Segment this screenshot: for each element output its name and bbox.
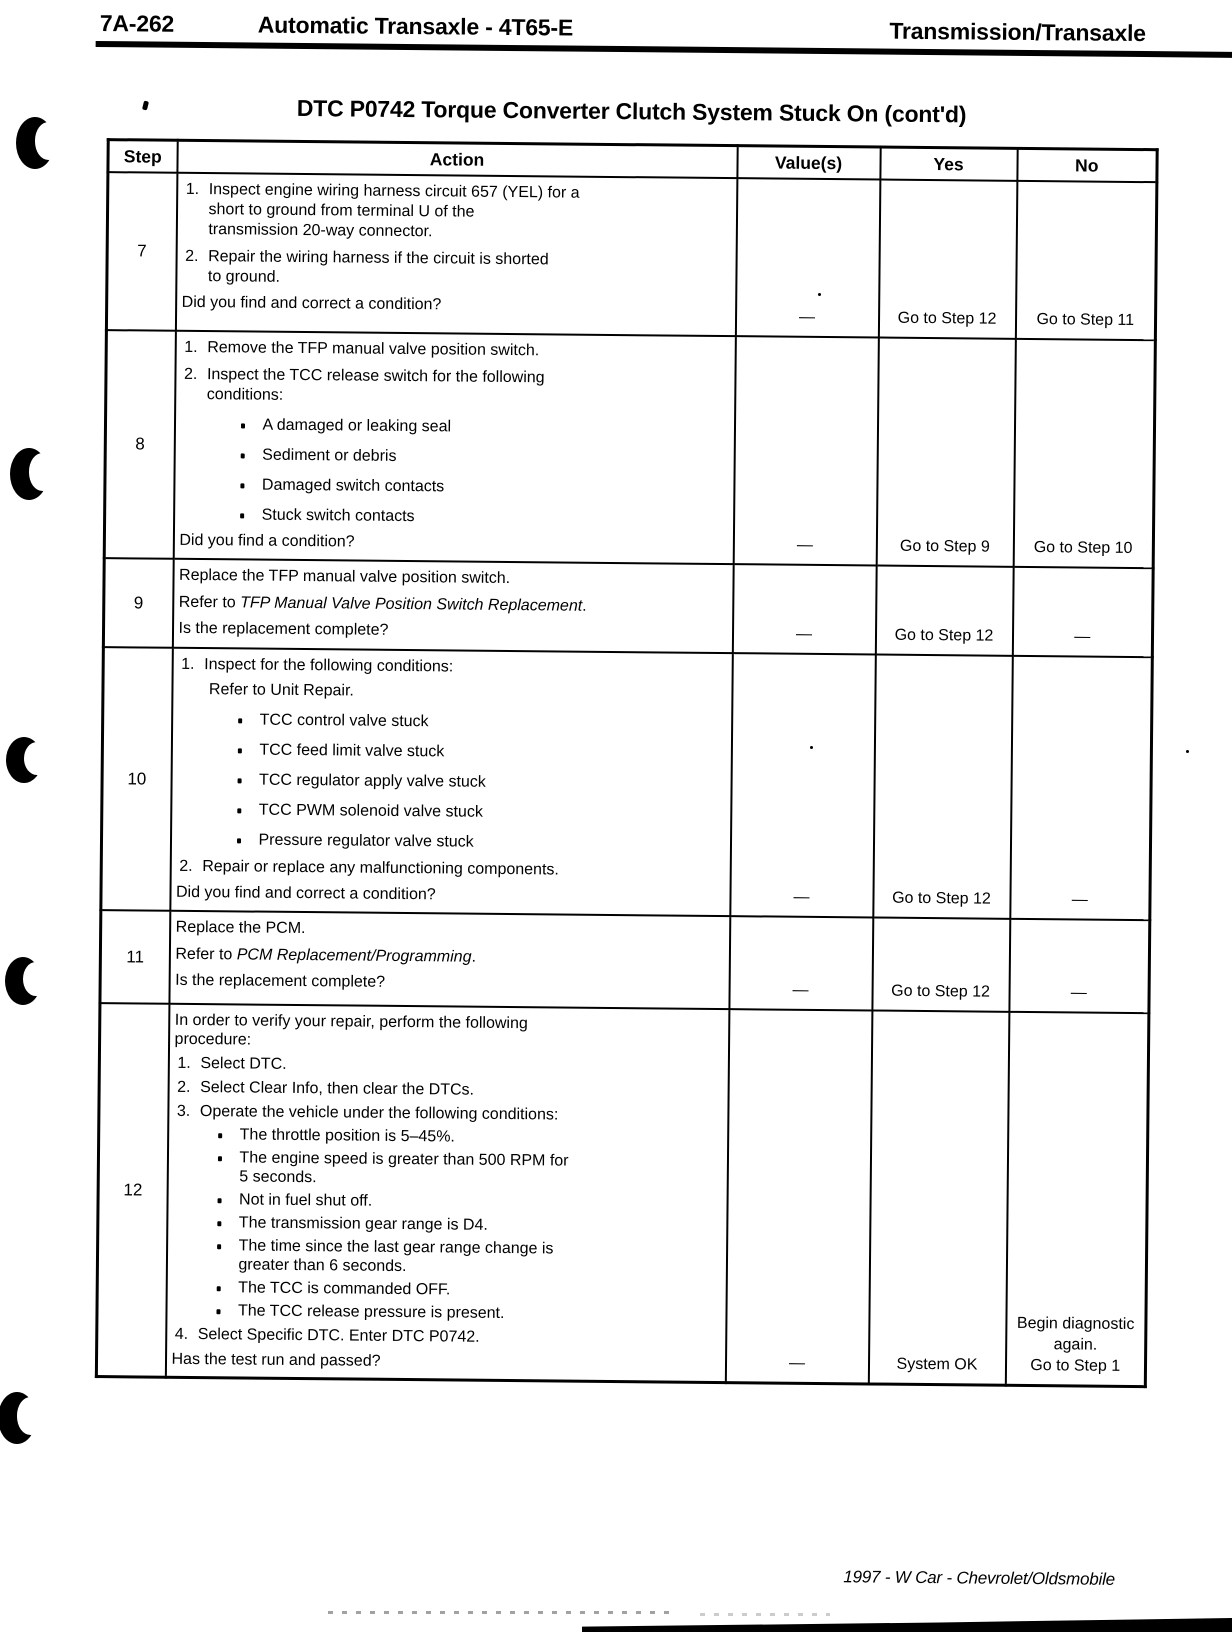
action-item-bullet2: The TCC is commanded OFF. [170,1278,721,1302]
action-item-bullet: TCC control valve stuck [176,710,727,735]
punch-mark-icon [10,448,48,500]
bullet-icon [217,1148,239,1186]
column-header-action: Action [177,140,737,178]
step-number: 7 [106,172,177,331]
action-item-bullet2: The engine speed is greater than 500 RPM for 5 seconds. [171,1148,722,1191]
action-cell [169,911,730,1009]
page-footer: 1997 - W Car - Chevrolet/Oldsmobile [843,1567,1116,1589]
scan-dotted-line [700,1613,830,1616]
bullet-icon [236,830,258,850]
action-item-q: Did you find and correct a condition? [175,883,436,904]
scan-edge-bar [582,1618,1232,1632]
action-item-bullet: TCC PWM solenoid valve stuck [175,800,726,825]
bullet-icon [217,1190,239,1209]
action-item-bullet2: The transmission gear range is D4. [171,1213,722,1237]
action-item-sub: Refer to Unit Repair. [208,681,354,700]
action-item-q: Has the test run and passed? [171,1350,381,1370]
bullet-icon [217,1213,239,1232]
action-item-para: In order to verify your repair, perform the following procedure: [174,1011,528,1049]
action-item-bullet2: The TCC release pressure is present. [170,1301,721,1325]
yes-cell: Go to Step 12 [878,180,1017,339]
action-item-q: Did you find a condition? [179,531,355,551]
no-cell: — [1009,919,1150,1013]
page-header [96,8,1160,47]
action-item-bullet: TCC feed limit valve stuck [175,740,726,765]
section-title: Automatic Transaxle - 4T65-E [257,11,574,41]
action-cell [173,331,735,564]
table-row [106,172,1156,340]
yes-cell: Go to Step 12 [872,917,1010,1011]
action-item-num: 2. Repair or replace any malfunctioning components. [179,857,559,879]
action-item-q: Is the replacement complete? [175,971,386,991]
action-item-bullet2: The time since the last gear range change is greater than 6 seconds. [170,1236,721,1279]
action-item-para: Replace the PCM. [175,918,306,938]
step-number: 10 [101,647,173,911]
action-item-num: 4. Select Specific DTC. Enter DTC P0742. [174,1325,480,1346]
page-number: 7A-262 [99,10,175,37]
column-header-values: Value(s) [737,146,880,180]
bullet-icon [216,1236,238,1274]
value-cell: — [730,653,876,917]
bullet-icon [240,505,262,525]
column-header-no: No [1017,148,1157,182]
document-sheet [81,8,1160,1618]
action-item-bullet: A damaged or leaking seal [178,415,729,440]
bullet-icon [240,475,262,495]
bullet-icon [237,800,259,820]
header-right-title: Transmission/Transaxle [889,17,1146,47]
action-cell [170,648,732,916]
action-item-num: 1. Select DTC. [177,1054,287,1073]
diagnostic-table [95,138,1159,1388]
bullet-icon [240,445,262,465]
bullet-icon [237,740,259,760]
action-item-num: 1. Inspect engine wiring harness circuit 657 (YEL) for a short to ground from terminal U of the transmission 20-way connector. [185,180,580,241]
table-row [101,647,1152,920]
punch-mark-icon [16,117,54,169]
action-item-q: Is the replacement complete? [178,619,389,639]
value-cell: — [729,916,873,1010]
yes-cell: Go to Step 12 [873,655,1013,919]
bullet-icon [216,1301,238,1320]
step-number: 11 [100,910,170,1004]
action-item-num: 1. Remove the TFP manual valve position switch. [184,338,540,360]
no-cell: Begin diagnostic again. Go to Step 1 [1005,1012,1149,1387]
no-cell: Go to Step 11 [1015,181,1157,340]
value-cell: — [733,336,878,565]
yes-cell: System OK [868,1010,1009,1385]
action-item-bullet: Sediment or debris [178,445,729,470]
scan-speck [810,746,813,749]
step-number: 8 [104,330,175,559]
punch-mark-icon [6,737,42,783]
no-cell: — [1010,656,1153,920]
scan-speck [818,293,821,296]
action-item-bullet: TCC regulator apply valve stuck [175,770,726,795]
value-cell: — [732,564,876,654]
punch-mark-icon [5,957,41,1005]
scan-speck [1186,750,1189,753]
no-cell: — [1012,567,1153,657]
scan-dotted-line [328,1611,678,1614]
bullet-icon [238,710,260,730]
table-row [104,330,1155,568]
action-item-num: 2. Repair the wiring harness if the circuit is shorted to ground. [185,247,549,286]
table-row [100,910,1150,1013]
action-item-ref: Refer to TFP Manual Valve Position Switch Replacement. [178,593,587,615]
action-item-bullet2: The throttle position is 5–45%. [172,1125,723,1149]
yes-cell: Go to Step 12 [875,566,1013,656]
action-item-bullet2: Not in fuel shut off. [171,1190,722,1214]
step-number: 9 [103,558,173,648]
bullet-icon [240,415,262,435]
no-cell: Go to Step 10 [1013,339,1155,568]
yes-cell: Go to Step 9 [876,338,1015,567]
column-header-yes: Yes [880,147,1017,181]
action-cell [165,1004,729,1383]
action-cell [172,559,733,653]
action-item-para: Replace the TFP manual valve position switch. [178,566,511,588]
step-number: 12 [96,1003,169,1377]
punch-mark-icon [0,1392,36,1444]
table-title: DTC P0742 Torque Converter Clutch System Stuck On (cont'd) [296,94,967,128]
action-item-bullet: Pressure regulator valve stuck [174,830,725,855]
action-item-num: 2. Inspect the TCC release switch for the following conditions: [183,365,545,404]
action-item-bullet: Damaged switch contacts [178,475,729,500]
action-item-num: 1. Inspect for the following conditions: [181,655,454,676]
action-item-ref: Refer to PCM Replacement/Programming. [175,945,477,966]
action-cell [175,173,736,336]
table-row [103,558,1153,657]
action-item-q: Did you find and correct a condition? [181,293,442,314]
bullet-icon [237,770,259,790]
value-cell: — [735,178,880,337]
action-item-num: 3. Operate the vehicle under the following conditions: [176,1102,559,1124]
bullet-icon [218,1125,240,1144]
column-header-step: Step [108,140,177,173]
action-item-num: 2. Select Clear Info, then clear the DTCs. [177,1078,475,1099]
table-row [96,1003,1149,1387]
action-item-bullet: Stuck switch contacts [178,505,729,530]
value-cell: — [725,1009,872,1384]
bullet-icon [216,1278,238,1297]
